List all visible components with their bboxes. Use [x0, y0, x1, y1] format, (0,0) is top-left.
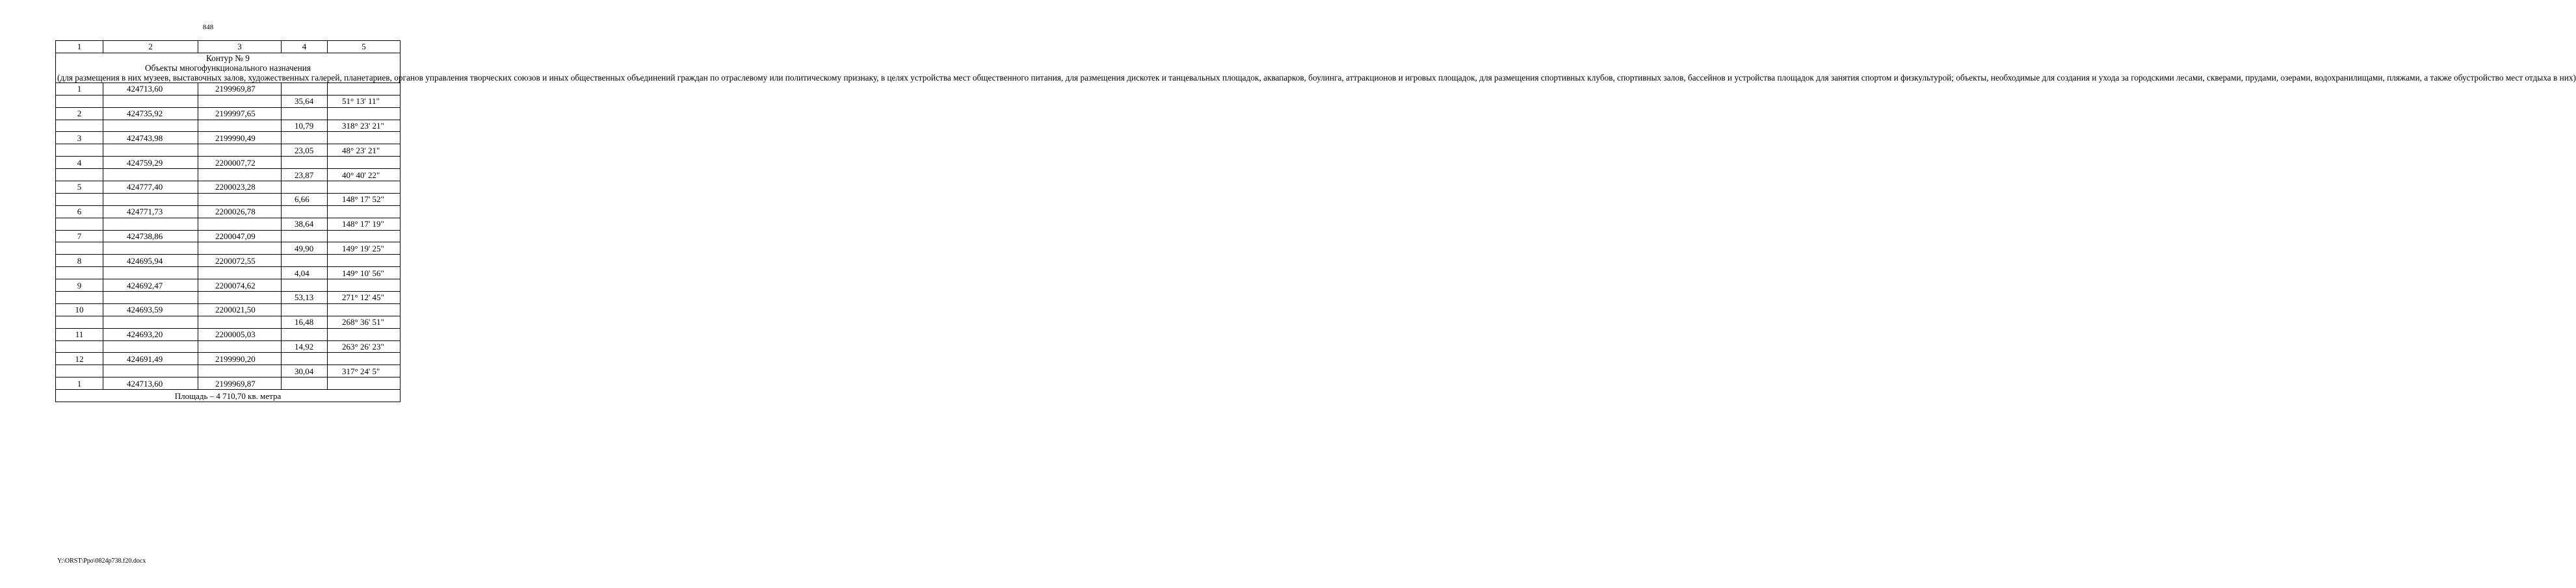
x-coordinate-cell: 424693,20 [103, 328, 198, 340]
y-coordinate-cell [198, 169, 282, 181]
file-path-footer: Y:\ORST\Ppo\0824p738.f20.docx [57, 557, 146, 565]
table-row [56, 303, 401, 316]
direction-angle-cell: 48° 23' 21" [328, 144, 401, 157]
point-number-cell: 5 [56, 181, 103, 194]
y-coordinate-cell: 2199997,65 [198, 107, 282, 120]
distance-cell: 49,90 [282, 242, 328, 255]
x-coordinate-cell: 424743,98 [103, 132, 198, 144]
point-number-cell: 3 [56, 132, 103, 144]
x-coordinate-cell: 424759,29 [103, 157, 198, 169]
direction-angle-cell: 51° 13' 11" [328, 95, 401, 107]
y-coordinate-cell [198, 144, 282, 157]
y-coordinate-cell: 2200047,09 [198, 230, 282, 242]
point-number-cell [56, 365, 103, 377]
y-coordinate-cell: 2199969,87 [198, 83, 282, 95]
page-number: 848 [202, 23, 214, 31]
table-row [56, 292, 401, 304]
direction-angle-cell [328, 328, 401, 340]
column-header-row [56, 41, 401, 53]
coordinates-table [55, 40, 2576, 402]
table-row [56, 169, 401, 181]
direction-angle-cell: 268° 36' 51" [328, 316, 401, 328]
point-number-cell: 4 [56, 157, 103, 169]
y-coordinate-cell [198, 120, 282, 132]
x-coordinate-cell: 424692,47 [103, 279, 198, 292]
distance-cell: 30,04 [282, 365, 328, 377]
direction-angle-cell [328, 181, 401, 194]
distance-cell [282, 255, 328, 267]
distance-cell [282, 230, 328, 242]
table-row [56, 242, 401, 255]
section-header-cell [56, 53, 2576, 83]
point-number-cell [56, 316, 103, 328]
distance-cell [282, 303, 328, 316]
direction-angle-cell: 148° 17' 19" [328, 218, 401, 230]
point-number-cell [56, 120, 103, 132]
y-coordinate-cell [198, 365, 282, 377]
direction-angle-cell [328, 132, 401, 144]
distance-cell [282, 83, 328, 95]
table-row [56, 328, 401, 340]
point-number-cell: 12 [56, 353, 103, 365]
y-coordinate-cell: 2200072,55 [198, 255, 282, 267]
table-row [56, 181, 401, 194]
direction-angle-cell [328, 279, 401, 292]
distance-cell: 53,13 [282, 292, 328, 304]
y-coordinate-cell: 2200026,78 [198, 205, 282, 218]
distance-cell: 23,87 [282, 169, 328, 181]
distance-cell: 10,79 [282, 120, 328, 132]
x-coordinate-cell [103, 267, 198, 279]
y-coordinate-cell: 2200007,72 [198, 157, 282, 169]
point-number-cell [56, 340, 103, 353]
distance-cell: 38,64 [282, 218, 328, 230]
direction-angle-cell [328, 303, 401, 316]
direction-angle-cell: 149° 19' 25" [328, 242, 401, 255]
x-coordinate-cell [103, 292, 198, 304]
table-row [56, 316, 401, 328]
y-coordinate-cell [198, 267, 282, 279]
distance-cell [282, 377, 328, 390]
column-header: 3 [198, 41, 282, 53]
direction-angle-cell [328, 107, 401, 120]
x-coordinate-cell [103, 365, 198, 377]
y-coordinate-cell: 2200023,28 [198, 181, 282, 194]
table-row [56, 144, 401, 157]
distance-cell: 16,48 [282, 316, 328, 328]
direction-angle-cell: 149° 10' 56" [328, 267, 401, 279]
table-row [56, 255, 401, 267]
section-header-row [56, 53, 401, 83]
y-coordinate-cell [198, 292, 282, 304]
column-header: 4 [282, 41, 328, 53]
x-coordinate-cell: 424735,92 [103, 107, 198, 120]
table-row [56, 218, 401, 230]
direction-angle-cell [328, 205, 401, 218]
direction-angle-cell [328, 83, 401, 95]
area-row [56, 390, 401, 402]
y-coordinate-cell: 2199990,49 [198, 132, 282, 144]
point-number-cell: 7 [56, 230, 103, 242]
x-coordinate-cell: 424777,40 [103, 181, 198, 194]
distance-cell: 35,64 [282, 95, 328, 107]
x-coordinate-cell: 424713,60 [103, 83, 198, 95]
point-number-cell [56, 267, 103, 279]
direction-angle-cell [328, 230, 401, 242]
direction-angle-cell [328, 157, 401, 169]
section-title: Контур № 9 [206, 53, 250, 63]
x-coordinate-cell: 424695,94 [103, 255, 198, 267]
x-coordinate-cell [103, 340, 198, 353]
distance-cell [282, 279, 328, 292]
distance-cell [282, 107, 328, 120]
y-coordinate-cell: 2200005,03 [198, 328, 282, 340]
section-description: (для размещения в них музеев, выставочных залов, художественных галерей, планетариев, органов управления творческих союзов и иных общественных объединений граждан по отраслевому или политическому признаку, в целях устройства мест общественного питания, для размещения дискотек и танцевальных площадок, аквапарков, боулинга, аттракционов и игровых площадок, для размещения спортивных клубов, спортивных залов, бассейнов и устройства площадок для занятия спортом и физкультурой; объекты, необходимые для создания и ухода за городскими лесами, скверами, прудами, озерами, водохранилищами, пляжами, а также обустройство мест отдыха в них) [57, 72, 2576, 83]
point-number-cell: 11 [56, 328, 103, 340]
distance-cell: 14,92 [282, 340, 328, 353]
y-coordinate-cell: 2199990,20 [198, 353, 282, 365]
distance-cell: 6,66 [282, 193, 328, 205]
section-subtitle: Объекты многофункционального назначения [145, 62, 311, 73]
y-coordinate-cell [198, 242, 282, 255]
x-coordinate-cell [103, 242, 198, 255]
point-number-cell: 2 [56, 107, 103, 120]
table-row [56, 83, 401, 95]
table-row [56, 377, 401, 390]
column-header: 5 [328, 41, 401, 53]
distance-cell [282, 132, 328, 144]
distance-cell: 4,04 [282, 267, 328, 279]
x-coordinate-cell [103, 316, 198, 328]
table-row [56, 365, 401, 377]
direction-angle-cell: 318° 23' 21" [328, 120, 401, 132]
direction-angle-cell: 271° 12' 45" [328, 292, 401, 304]
point-number-cell: 10 [56, 303, 103, 316]
point-number-cell: 1 [56, 377, 103, 390]
point-number-cell [56, 242, 103, 255]
x-coordinate-cell: 424691,49 [103, 353, 198, 365]
point-number-cell: 6 [56, 205, 103, 218]
distance-cell [282, 328, 328, 340]
point-number-cell [56, 169, 103, 181]
point-number-cell [56, 218, 103, 230]
direction-angle-cell: 40° 40' 22" [328, 169, 401, 181]
table-row [56, 120, 401, 132]
column-header: 1 [56, 41, 103, 53]
x-coordinate-cell: 424713,60 [103, 377, 198, 390]
table-row [56, 107, 401, 120]
direction-angle-cell: 148° 17' 52" [328, 193, 401, 205]
area-total: Площадь – 4 710,70 кв. метра [56, 390, 401, 402]
y-coordinate-cell [198, 316, 282, 328]
point-number-cell [56, 292, 103, 304]
table-row [56, 132, 401, 144]
table-row [56, 205, 401, 218]
y-coordinate-cell [198, 95, 282, 107]
distance-cell [282, 353, 328, 365]
y-coordinate-cell: 2200021,50 [198, 303, 282, 316]
x-coordinate-cell [103, 169, 198, 181]
distance-cell [282, 205, 328, 218]
x-coordinate-cell: 424771,73 [103, 205, 198, 218]
x-coordinate-cell [103, 95, 198, 107]
x-coordinate-cell: 424693,59 [103, 303, 198, 316]
point-number-cell [56, 144, 103, 157]
table-row [56, 353, 401, 365]
direction-angle-cell: 263° 26' 23" [328, 340, 401, 353]
table-row [56, 340, 401, 353]
direction-angle-cell [328, 377, 401, 390]
x-coordinate-cell [103, 144, 198, 157]
distance-cell [282, 157, 328, 169]
table-row [56, 230, 401, 242]
point-number-cell [56, 193, 103, 205]
table-row [56, 157, 401, 169]
distance-cell [282, 181, 328, 194]
point-number-cell [56, 95, 103, 107]
direction-angle-cell: 317° 24' 5" [328, 365, 401, 377]
point-number-cell: 8 [56, 255, 103, 267]
direction-angle-cell [328, 255, 401, 267]
point-number-cell: 1 [56, 83, 103, 95]
table-row [56, 267, 401, 279]
column-header: 2 [103, 41, 198, 53]
y-coordinate-cell [198, 218, 282, 230]
distance-cell: 23,05 [282, 144, 328, 157]
table-row [56, 193, 401, 205]
y-coordinate-cell: 2199969,87 [198, 377, 282, 390]
x-coordinate-cell [103, 120, 198, 132]
x-coordinate-cell: 424738,86 [103, 230, 198, 242]
direction-angle-cell [328, 353, 401, 365]
x-coordinate-cell [103, 193, 198, 205]
table-row [56, 95, 401, 107]
y-coordinate-cell [198, 193, 282, 205]
y-coordinate-cell [198, 340, 282, 353]
x-coordinate-cell [103, 218, 198, 230]
table-row [56, 279, 401, 292]
y-coordinate-cell: 2200074,62 [198, 279, 282, 292]
point-number-cell: 9 [56, 279, 103, 292]
